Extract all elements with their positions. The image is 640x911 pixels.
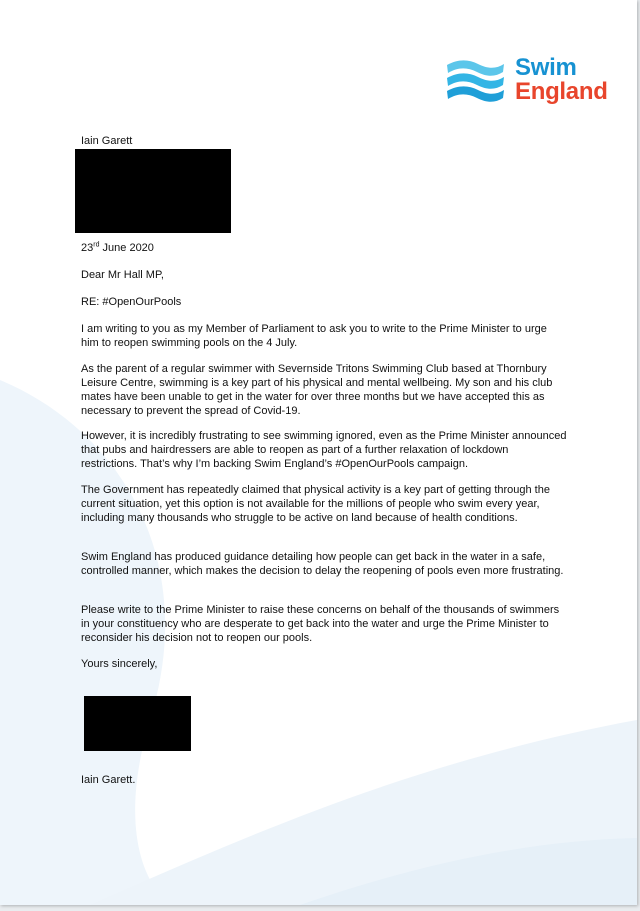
body-paragraph-5: Swim England has produced guidance detailing how people can get back in the water in a safe, controlled manner, which makes the decision to delay the reopening of pools even more frustrating. — [81, 551, 564, 577]
body-paragraph-4: The Government has repeatedly claimed that physical activity is a key part of getting through the current situation, yet this option is not available for the millions of people who swim every year, including many thousands who struggle to be active on land because of health conditions. — [81, 484, 550, 524]
date-month-year: June 2020 — [99, 242, 154, 254]
swim-england-logo — [444, 54, 619, 112]
signature-name: Iain Garett. — [81, 774, 136, 786]
salutation: Dear Mr Hall MP, — [81, 269, 164, 281]
date-day: 23 — [81, 242, 94, 254]
closing: Yours sincerely, — [81, 658, 158, 670]
sender-name: Iain Garett — [81, 135, 133, 147]
date-suffix: rd — [93, 241, 100, 249]
body-paragraph-6: Please write to the Prime Minister to raise these concerns on behalf of the thousands of swimmers in your constituency who are desperate to get back into the water and urge the Prime Minister to reconsider his decision not to reopen our pools. — [81, 604, 560, 644]
brand-name-swim: Swim — [515, 54, 577, 81]
redacted-signature — [84, 696, 191, 751]
letter-date — [81, 241, 567, 255]
body-paragraph-2: As the parent of a regular swimmer with Severnside Tritons Swimming Club based at Thornbury Leisure Centre, swimming is a key part of his physical and mental wellbeing. My son and his club mates have been unable to get in the water for over three months but we have accepted this as necessary to prevent the spread of Covid-19. — [81, 363, 553, 417]
brand-name-england: England — [515, 78, 608, 105]
swim-waves-icon — [444, 56, 506, 108]
subject-line: RE: #OpenOurPools — [81, 296, 182, 308]
redacted-address-block — [75, 149, 231, 233]
body-paragraph-1: I am writing to you as my Member of Parliament to ask you to write to the Prime Minister to urge him to reopen swimming pools on the 4 July. — [81, 323, 547, 349]
body-paragraph-3: However, it is incredibly frustrating to see swimming ignored, even as the Prime Minister announced that pubs and hairdressers are able to reopen as part of a further relaxation of lockdown restrictions. That’s why I’m backing Swim England’s #OpenOurPools campaign. — [81, 430, 567, 470]
